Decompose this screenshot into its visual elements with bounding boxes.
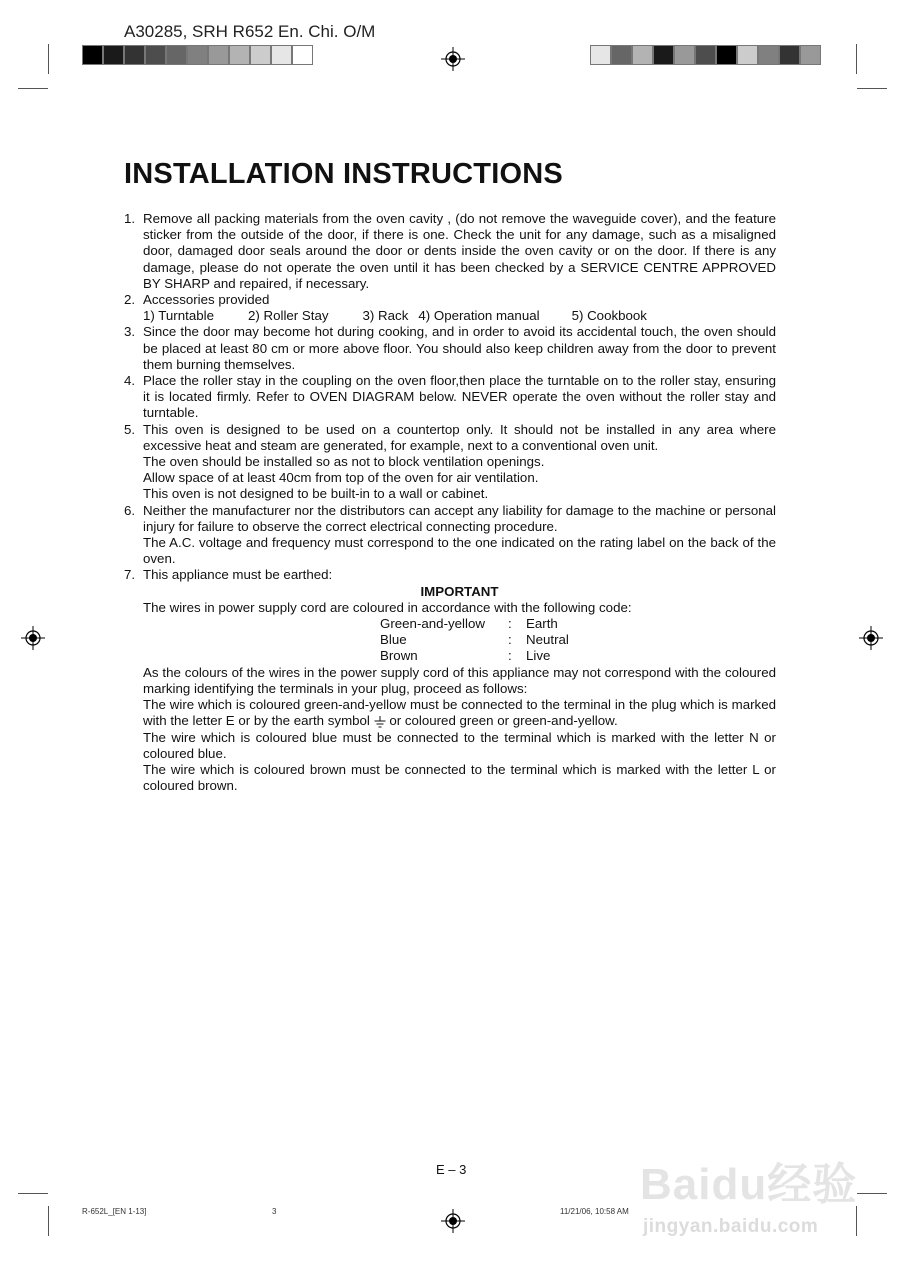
color-swatch bbox=[82, 45, 103, 65]
color-swatch bbox=[674, 45, 695, 65]
color-swatch bbox=[145, 45, 166, 65]
list-item bbox=[124, 211, 776, 292]
item-number: 3. bbox=[124, 324, 136, 340]
color-swatch bbox=[779, 45, 800, 65]
color-swatch bbox=[653, 45, 674, 65]
wire-meaning: Neutral bbox=[526, 632, 569, 648]
crop-mark bbox=[18, 1193, 48, 1194]
registration-mark-left bbox=[21, 626, 45, 650]
color-swatch bbox=[611, 45, 632, 65]
item-text: The A.C. voltage and frequency must correspond to the one indicated on the rating label on the back of the oven. bbox=[143, 535, 776, 567]
separator: : bbox=[508, 648, 512, 664]
watermark-brand: Baidu经验 bbox=[640, 1160, 858, 1209]
color-swatch bbox=[166, 45, 187, 65]
page-number: E – 3 bbox=[436, 1162, 467, 1177]
item-text: This appliance must be earthed: bbox=[143, 567, 333, 583]
crop-mark bbox=[48, 44, 49, 74]
crop-mark bbox=[18, 88, 48, 89]
item-number: 5. bbox=[124, 421, 136, 437]
accessory-rack: 3) Rack bbox=[362, 308, 409, 324]
registration-mark-right bbox=[859, 626, 883, 650]
earth-symbol-icon bbox=[374, 716, 386, 728]
item-text: The wire which is coloured brown must be connected to the terminal which is marked with the letter L or coloured brown. bbox=[143, 761, 776, 794]
item-number: 4. bbox=[124, 373, 136, 389]
item-text: Place the roller stay in the coupling on the oven floor,then place the turntable on to the roller stay, ensuring it is located firmly. Refer to OVEN DIAGRAM below. NEVER operate the oven without the roller stay and turntable. bbox=[143, 373, 776, 421]
earth-wire-text: The wire which is coloured green-and-yellow must be connected to the terminal in the plug which is marked with the letter E or by the earth symbol bbox=[143, 697, 776, 729]
wire-meaning: Live bbox=[526, 648, 551, 664]
important-heading: IMPORTANT bbox=[420, 583, 499, 599]
list-item bbox=[124, 292, 776, 324]
color-strip-left bbox=[82, 45, 313, 65]
separator: : bbox=[508, 632, 512, 648]
color-swatch bbox=[737, 45, 758, 65]
wire-colour: Blue bbox=[380, 632, 407, 648]
color-swatch bbox=[250, 45, 271, 65]
crop-mark bbox=[857, 1193, 887, 1194]
color-swatch bbox=[632, 45, 653, 65]
color-swatch bbox=[590, 45, 611, 65]
registration-mark-bottom bbox=[441, 1209, 465, 1233]
color-swatch bbox=[208, 45, 229, 65]
color-swatch bbox=[800, 45, 821, 65]
earth-wire-text-cont: or coloured green or green-and-yellow. bbox=[389, 713, 618, 729]
item-text: Neither the manufacturer nor the distributors can accept any liability for damage to the machine or personal injury for failure to observe the correct electrical connecting procedure. bbox=[143, 502, 776, 534]
list-item bbox=[124, 373, 776, 422]
item-text bbox=[143, 697, 776, 729]
item-number: 7. bbox=[124, 567, 136, 583]
list-item bbox=[124, 324, 776, 373]
item-number: 1. bbox=[124, 211, 136, 226]
separator: : bbox=[508, 616, 512, 632]
wires-intro: The wires in power supply cord are coloured in accordance with the following code: bbox=[143, 599, 632, 615]
item-number: 2. bbox=[124, 292, 136, 308]
crop-mark bbox=[48, 1206, 49, 1236]
crop-mark bbox=[857, 88, 887, 89]
item-text: This oven is not designed to be built-in to a wall or cabinet. bbox=[143, 486, 489, 502]
item-text: Since the door may become hot during cooking, and in order to avoid its accidental touch, the oven should be placed at least 80 cm or more above floor. You should also keep children away from the door to prevent them burning themselves. bbox=[143, 324, 776, 372]
color-swatch bbox=[716, 45, 737, 65]
crop-mark bbox=[856, 44, 857, 74]
list-item bbox=[124, 422, 776, 503]
color-swatch bbox=[229, 45, 250, 65]
color-swatch bbox=[103, 45, 124, 65]
watermark-url: jingyan.baidu.com bbox=[643, 1216, 819, 1237]
color-swatch bbox=[187, 45, 208, 65]
item-text: Accessories provided bbox=[143, 292, 270, 308]
item-text: Allow space of at least 40cm from top of the oven for air ventilation. bbox=[143, 470, 539, 486]
item-text: As the colours of the wires in the power supply cord of this appliance may not correspond with the coloured marking identifying the terminals in your plug, proceed as follows: bbox=[143, 664, 776, 696]
accessory-roller-stay: 2) Roller Stay bbox=[247, 308, 329, 324]
accessory-turntable: 1) Turntable bbox=[143, 308, 214, 324]
wire-meaning: Earth bbox=[526, 616, 558, 632]
instructions-list bbox=[124, 211, 776, 794]
color-swatch bbox=[695, 45, 716, 65]
list-item bbox=[124, 567, 776, 794]
item-number: 6. bbox=[124, 502, 136, 518]
document-code: A30285, SRH R652 En. Chi. O/M bbox=[124, 22, 376, 41]
wire-colour: Green-and-yellow bbox=[380, 616, 485, 632]
accessory-operation-manual: 4) Operation manual bbox=[418, 308, 540, 324]
footer-timestamp: 11/21/06, 10:58 AM bbox=[560, 1207, 629, 1216]
accessories-list bbox=[143, 308, 776, 324]
registration-mark-top bbox=[441, 47, 465, 71]
accessory-cookbook: 5) Cookbook bbox=[571, 308, 647, 324]
wire-colour-code-table bbox=[380, 616, 776, 665]
color-swatch bbox=[124, 45, 145, 65]
item-text: Remove all packing materials from the oven cavity , (do not remove the waveguide cover), and the feature sticker from the outside of the door, if there is one. Check the unit for any damage, such as a misaligned door, damaged door seals around the door or dents inside the oven cavity or on the door. If there is any damage, please do not operate the oven until it has been checked by a SERVICE CENTRE APPROVED BY SHARP and repaired, if necessary. bbox=[143, 211, 776, 291]
color-swatch bbox=[271, 45, 292, 65]
page-title: INSTALLATION INSTRUCTIONS bbox=[124, 158, 563, 190]
color-strip-right bbox=[590, 45, 821, 65]
item-text: The wire which is coloured blue must be connected to the terminal which is marked with the letter N or coloured blue. bbox=[143, 729, 776, 761]
color-swatch bbox=[758, 45, 779, 65]
list-item bbox=[124, 503, 776, 568]
footer-page: 3 bbox=[272, 1207, 277, 1216]
item-text: The oven should be installed so as not to block ventilation openings. bbox=[143, 454, 545, 470]
item-text: This oven is designed to be used on a countertop only. It should not be installed in any area where excessive heat and steam are generated, for example, next to a conventional oven unit. bbox=[143, 421, 776, 453]
color-swatch bbox=[292, 45, 313, 65]
footer-file-name: R-652L_[EN 1-13] bbox=[82, 1207, 147, 1216]
wire-colour: Brown bbox=[380, 648, 418, 664]
